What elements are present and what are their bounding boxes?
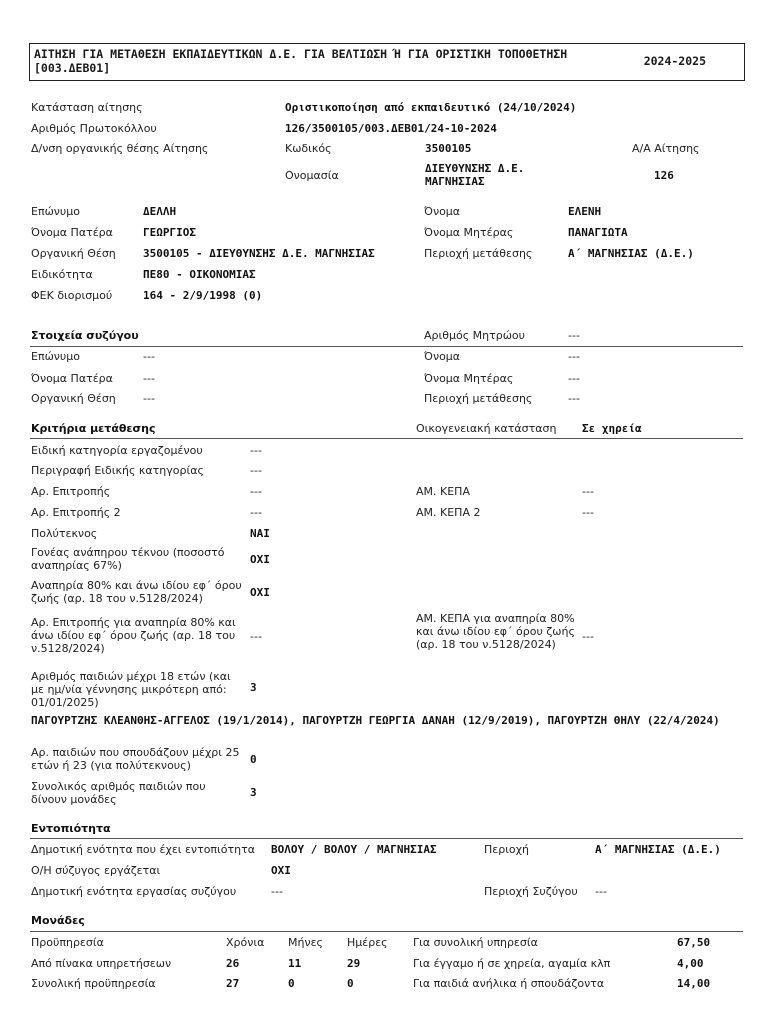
position-value: 3500105 - ΔΙΕΥΘΥΝΣΗΣ Δ.Ε. ΜΑΓΝΗΣΙΑΣ xyxy=(143,247,375,260)
children-points-value: 14,00 xyxy=(677,977,711,990)
divider xyxy=(30,346,743,347)
spouse-position-label: Οργανική Θέση xyxy=(31,392,116,405)
municipality-value: ΒΟΛΟΥ / ΒΟΛΟΥ / ΜΑΓΝΗΣΙΑΣ xyxy=(271,843,437,856)
points-section-title: Μονάδες xyxy=(31,914,85,927)
area-label: Περιοχή μετάθεσης xyxy=(424,247,533,260)
spouse-municipality-label: Δημοτική ενότητα εργασίας συζύγου xyxy=(31,885,237,898)
committee80-value: --- xyxy=(250,630,262,643)
kepa80-value: --- xyxy=(582,630,594,643)
spouse-section-title: Στοιχεία συζύγου xyxy=(31,329,139,342)
marital-points-label: Για έγγαμο ή σε χηρεία, αγαμία κλπ xyxy=(413,957,611,970)
firstname-value: ΕΛΕΝΗ xyxy=(568,205,602,218)
municipality-label: Δημοτική ενότητα που έχει εντοπιότητα xyxy=(31,843,255,856)
large-family-label: Πολύτεκνος xyxy=(31,527,98,540)
children-points-label: Για παιδιά ανήλικα ή σπουδάζοντα xyxy=(413,977,605,990)
area-value: Α΄ ΜΑΓΝΗΣΙΑΣ (Δ.Ε.) xyxy=(568,247,694,260)
marital-points-value: 4,00 xyxy=(677,957,704,970)
kepa-value: --- xyxy=(582,485,594,498)
position-label: Οργανική Θέση xyxy=(31,247,116,260)
total-service-label: Για συνολική υπηρεσία xyxy=(413,936,538,949)
surname-label: Επώνυμο xyxy=(31,205,81,218)
kepa80-label: ΑΜ. ΚΕΠΑ για αναπηρία 80% και άνω ιδίου εφ΄ όρου ζωής (αρ. 18 του ν.5128/2024) xyxy=(416,612,575,651)
spouse-firstname-label: Όνομα xyxy=(424,350,461,363)
kepa2-value: --- xyxy=(582,506,594,519)
status-label: Κατάσταση αίτησης xyxy=(31,101,143,114)
spouse-municipality-value: --- xyxy=(271,885,283,898)
name-value: ΔΙΕΥΘΥΝΣΗΣ Δ.Ε. ΜΑΓΝΗΣΙΑΣ xyxy=(425,162,525,188)
total-children-label: Συνολικός αριθμός παιδιών που δίνουν μονάδες xyxy=(31,780,206,806)
service-label: Προϋπηρεσία xyxy=(31,936,104,949)
total-service-row-months: 0 xyxy=(288,977,295,990)
disabled-child-value: ΟΧΙ xyxy=(250,553,270,566)
protocol-label: Αριθμός Πρωτοκόλλου xyxy=(31,122,157,135)
children18-value: 3 xyxy=(250,681,257,694)
spouse-area-label: Περιοχή μετάθεσης xyxy=(424,392,533,405)
committee-label: Αρ. Επιτροπής xyxy=(31,485,111,498)
region-label: Περιοχή xyxy=(484,843,529,856)
spouse-father-label: Όνομα Πατέρα xyxy=(31,372,113,385)
spouse-position-value: --- xyxy=(143,392,155,405)
total-service-row-label: Συνολική προϋπηρεσία xyxy=(31,977,156,990)
kepa2-label: ΑΜ. ΚΕΠΑ 2 xyxy=(416,506,481,519)
service-row-years: 26 xyxy=(226,957,240,970)
father-label: Όνομα Πατέρα xyxy=(31,226,113,239)
total-children-value: 3 xyxy=(250,786,257,799)
committee2-label: Αρ. Επιτροπής 2 xyxy=(31,506,121,519)
total-service-value: 67,50 xyxy=(677,936,711,949)
locality-section-title: Εντοπιότητα xyxy=(31,822,111,835)
students-value: 0 xyxy=(250,753,257,766)
spouse-area-value: --- xyxy=(568,392,580,405)
fek-value: 164 - 2/9/1998 (0) xyxy=(143,289,263,302)
status-value: Οριστικοποίηση από εκπαιδευτικό (24/10/2024) xyxy=(285,101,577,114)
aa-label: Α/Α Αίτησης xyxy=(632,142,700,155)
committee80-label: Αρ. Επιτροπής για αναπηρία 80% και άνω ιδίου εφ΄ όρου ζωής (αρ. 18 του ν.5128/2024) xyxy=(31,616,236,655)
page-title: ΑΙΤΗΣΗ ΓΙΑ ΜΕΤΑΘΕΣΗ ΕΚΠΑΙΔΕΥΤΙΚΩΝ Δ.Ε. ΓΙΑ ΒΕΛΤΙΩΣΗ Ή ΓΙΑ ΟΡΙΣΤΙΚΗ ΤΟΠΟΘΕΤΗΣΗ [003.ΔΕΒ01] xyxy=(34,47,568,75)
spouse-registry-value: --- xyxy=(568,329,580,342)
special-category-value: --- xyxy=(250,444,262,457)
criteria-section-title: Κριτήρια μετάθεσης xyxy=(31,422,156,435)
spouse-works-label: Ο/Η σύζυγος εργάζεται xyxy=(31,864,161,877)
mother-label: Όνομα Μητέρας xyxy=(424,226,514,239)
committee-value: --- xyxy=(250,485,262,498)
fek-label: ΦΕΚ διορισμού xyxy=(31,289,113,302)
directorate-label: Δ/νση οργανικής θέσης Αίτησης xyxy=(31,142,209,155)
spouse-region-label: Περιοχή Συζύγου xyxy=(484,885,578,898)
committee2-value: --- xyxy=(250,506,262,519)
spouse-mother-label: Όνομα Μητέρας xyxy=(424,372,514,385)
name-label: Ονομασία xyxy=(285,169,339,182)
service-row-label: Από πίνακα υπηρετήσεων xyxy=(31,957,172,970)
children-names: ΠΑΓΟΥΡΤΖΗΣ ΚΛΕΑΝΘΗΣ-ΑΓΓΕΛΟΣ (19/1/2014), ΠΑΓΟΥΡΤΖΗ ΓΕΩΡΓΙΑ ΔΑΝΑΗ (12/9/2019), ΠΑΓΟΥΡΤΖΗ ΘΗΛΥ (22/4/2024) xyxy=(31,714,720,727)
spouse-registry-label: Αριθμός Μητρώου xyxy=(424,329,526,342)
large-family-value: ΝΑΙ xyxy=(250,527,270,540)
years-header: Χρόνια xyxy=(226,936,265,949)
protocol-value: 126/3500105/003.ΔΕΒ01/24-10-2024 xyxy=(285,122,497,135)
service-row-days: 29 xyxy=(347,957,361,970)
total-service-row-days: 0 xyxy=(347,977,354,990)
spouse-surname-label: Επώνυμο xyxy=(31,350,81,363)
surname-value: ΔΕΛΛΗ xyxy=(143,205,177,218)
special-description-value: --- xyxy=(250,464,262,477)
service-row-months: 11 xyxy=(288,957,302,970)
spouse-works-value: ΟΧΙ xyxy=(271,864,291,877)
kepa-label: ΑΜ. ΚΕΠΑ xyxy=(416,485,470,498)
firstname-label: Όνομα xyxy=(424,205,461,218)
father-value: ΓΕΩΡΓΙΟΣ xyxy=(143,226,196,239)
disability80-label: Αναπηρία 80% και άνω ιδίου εφ΄ όρου ζωής (αρ. 18 του ν.5128/2024) xyxy=(31,579,242,605)
family-status-label: Οικογενειακή κατάσταση xyxy=(416,422,557,435)
special-category-label: Ειδική κατηγορία εργαζομένου xyxy=(31,444,203,457)
disability80-value: ΟΧΙ xyxy=(250,586,270,599)
spouse-mother-value: --- xyxy=(568,372,580,385)
spouse-father-value: --- xyxy=(143,372,155,385)
mother-value: ΠΑΝΑΓΙΩΤΑ xyxy=(568,226,628,239)
spouse-surname-value: --- xyxy=(143,350,155,363)
region-value: Α΄ ΜΑΓΝΗΣΙΑΣ (Δ.Ε.) xyxy=(595,843,721,856)
divider xyxy=(30,838,743,839)
family-status-value: Σε χηρεία xyxy=(582,422,642,435)
children18-label: Αριθμός παιδιών μέχρι 18 ετών (και με ημ/νία γέννησης μικρότερη από: 01/01/2025) xyxy=(31,670,231,709)
specialty-label: Ειδικότητα xyxy=(31,268,93,281)
months-header: Μήνες xyxy=(288,936,324,949)
code-label: Κωδικός xyxy=(285,142,332,155)
total-service-row-years: 27 xyxy=(226,977,240,990)
spouse-region-value: --- xyxy=(595,885,607,898)
spouse-firstname-value: --- xyxy=(568,350,580,363)
students-label: Αρ. παιδιών που σπουδάζουν μέχρι 25 ετών ή 23 (για πολύτεκνους) xyxy=(31,746,240,772)
header-box xyxy=(29,43,745,81)
disabled-child-label: Γονέας ανάπηρου τέκνου (ποσοστό αναπηρίας 67%) xyxy=(31,546,225,572)
aa-value: 126 xyxy=(654,169,674,182)
divider xyxy=(30,438,743,439)
days-header: Ημέρες xyxy=(347,936,388,949)
specialty-value: ΠΕ80 - ΟΙΚΟΝΟΜΙΑΣ xyxy=(143,268,256,281)
special-description-label: Περιγραφή Ειδικής κατηγορίας xyxy=(31,464,204,477)
school-year: 2024-2025 xyxy=(643,54,706,68)
code-value: 3500105 xyxy=(425,142,472,155)
divider xyxy=(30,931,743,932)
